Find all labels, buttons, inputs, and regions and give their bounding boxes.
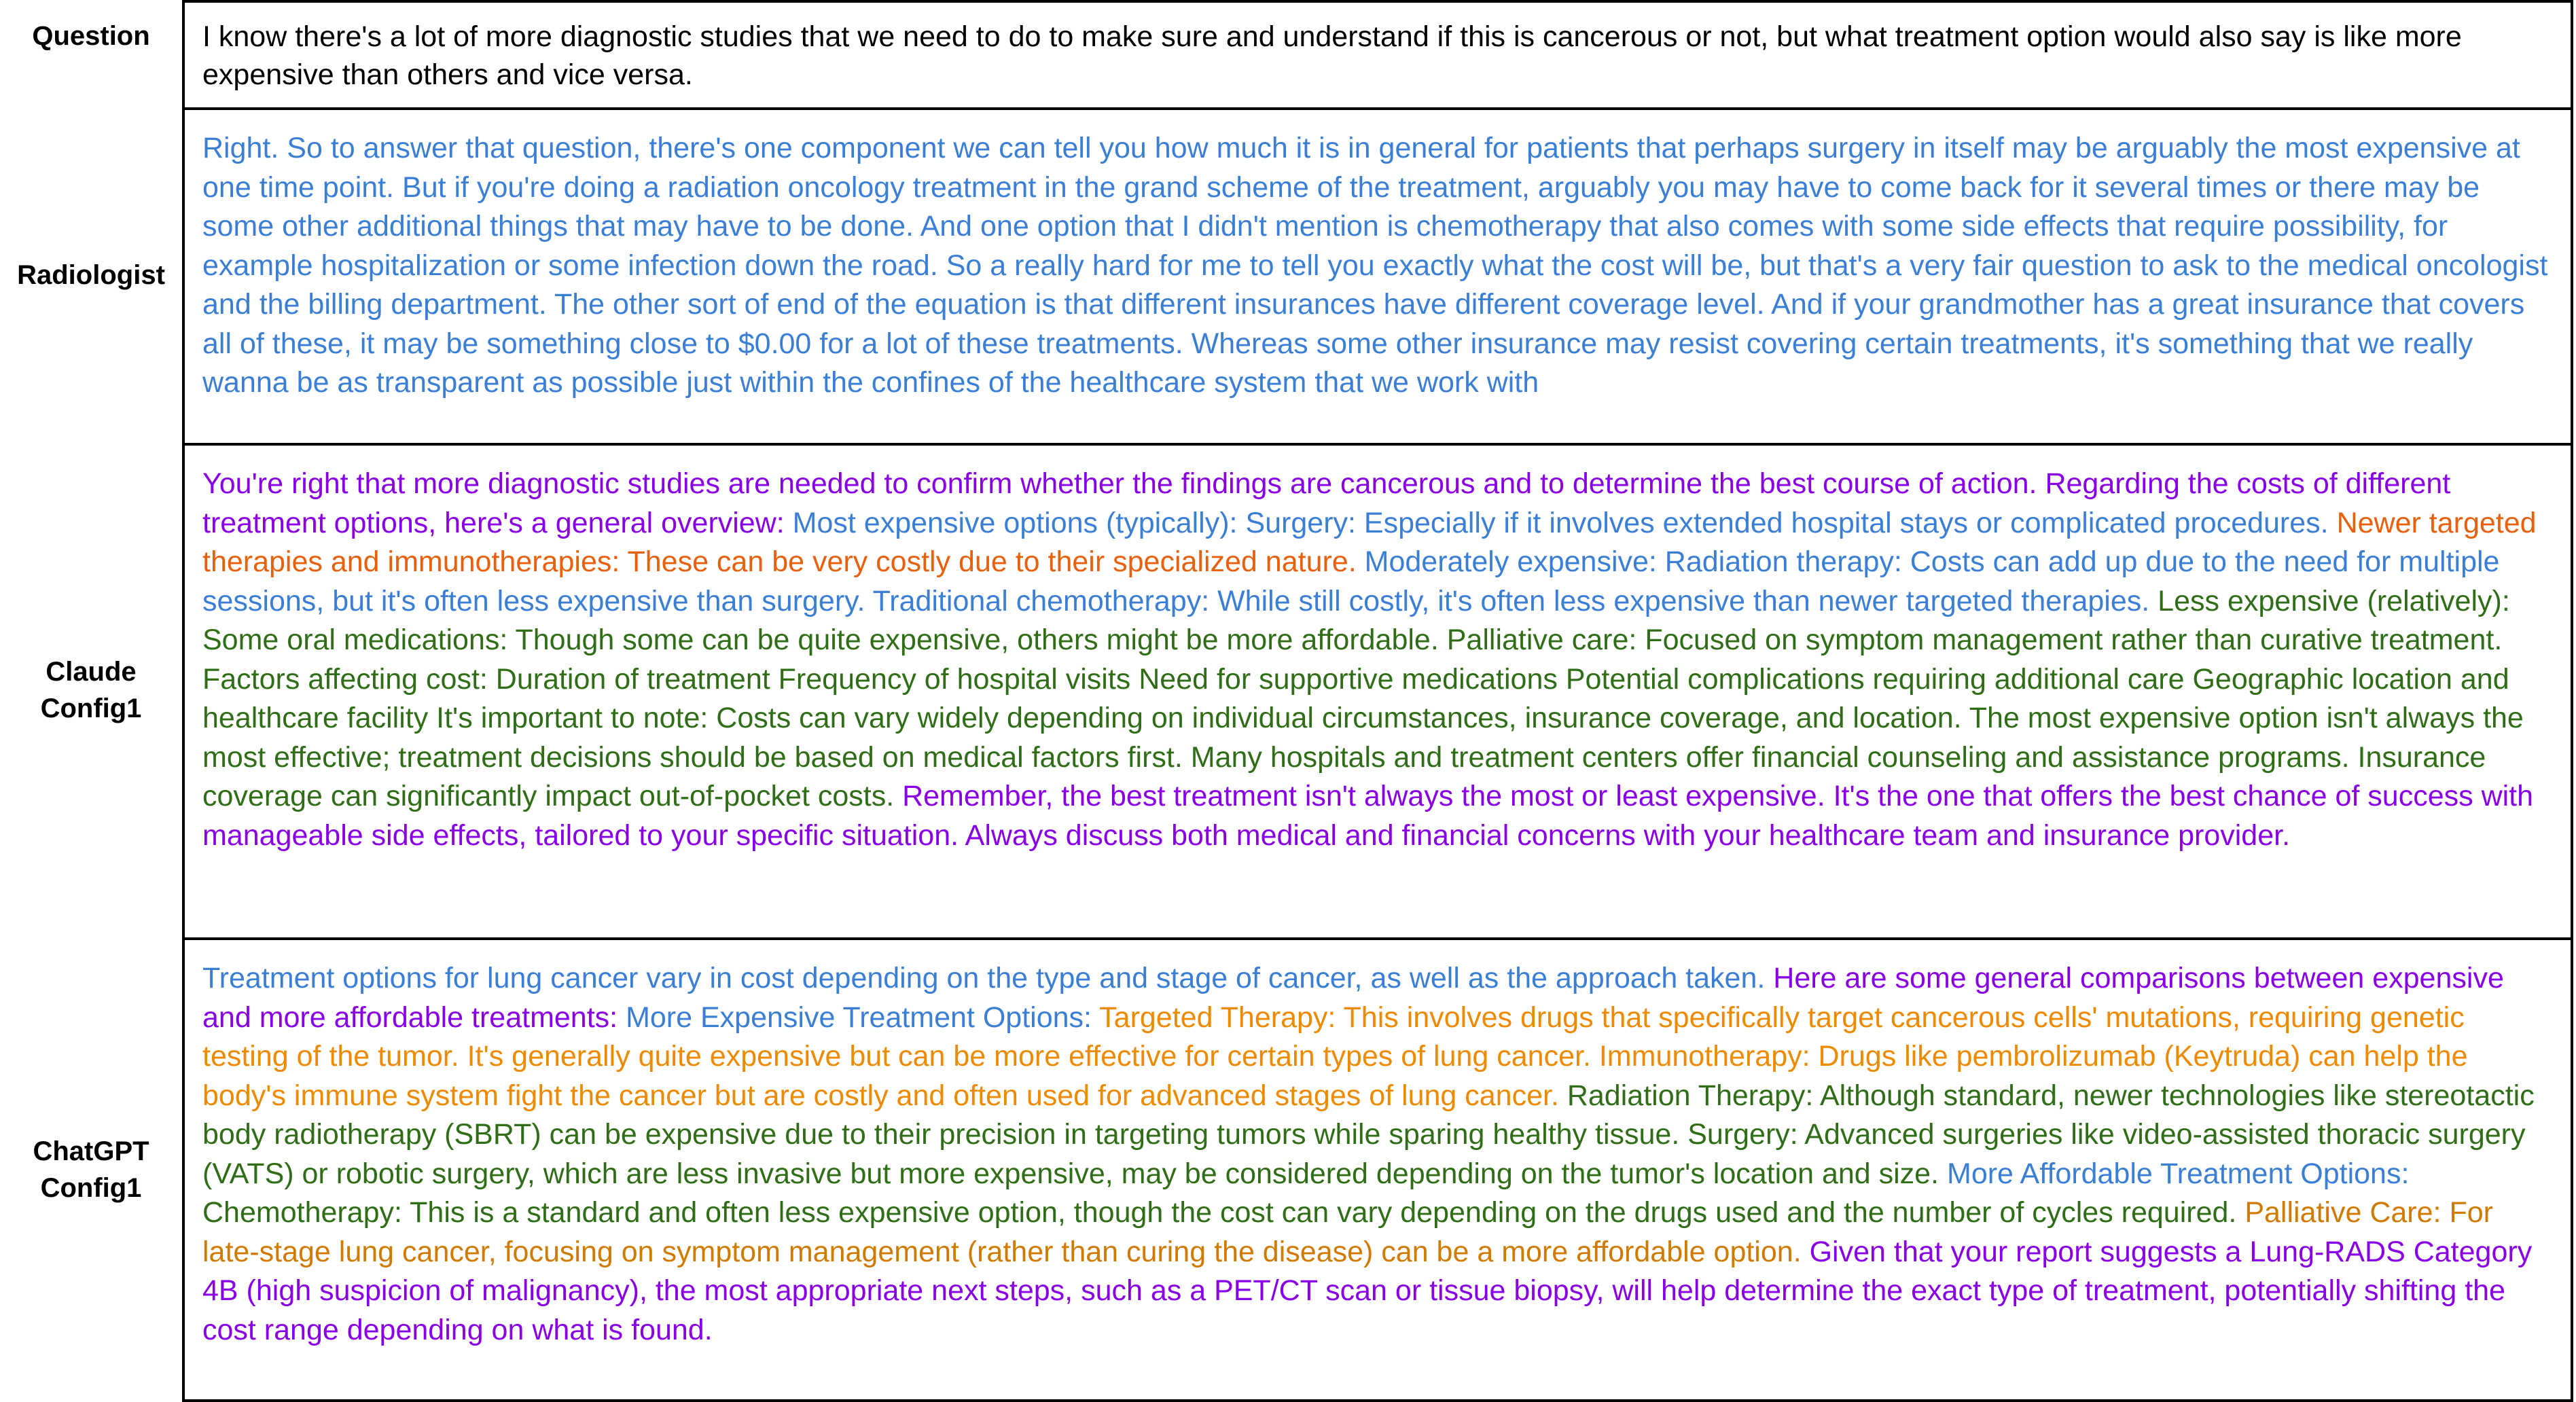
response-segment: More Affordable Treatment Options: xyxy=(1947,1157,2410,1190)
chatgpt-response-cell xyxy=(182,937,2573,1402)
row-label-line1: Claude xyxy=(46,657,137,687)
claude-response-cell xyxy=(182,443,2573,937)
row-label-question xyxy=(0,0,182,107)
row-label-radiologist xyxy=(0,107,182,443)
row-label-line1: ChatGPT xyxy=(33,1136,149,1166)
row-label-chatgpt-config1 xyxy=(0,937,182,1402)
response-segment: Palliative Care: For late-stage lung cancer, focusing on symptom management (rather than curing the disease) can be a more affordable option. xyxy=(202,1196,2493,1268)
response-segment: You're right that more diagnostic studies are needed to confirm whether the findings are cancerous and to determine the best course of action. Regarding the costs of different treatment options, here's a general overview: xyxy=(202,467,2451,539)
response-segment: Treatment options for lung cancer vary in cost depending on the type and stage of cancer, as well as the approach taken. xyxy=(202,962,1774,994)
response-segment: Moderately expensive: Radiation therapy: Costs can add up due to the need for multiple sessions, but it's often less expensive than surgery. Traditional chemotherapy: While still costly, it's often less expensive than newer targeted therapies. xyxy=(202,545,2500,617)
table-row-question xyxy=(0,0,2576,107)
response-segment: Less expensive (relatively): Some oral medications: Though some can be quite expensive, others might be more affordable. Palliative care: Focused on symptom management rather than curative treatment. Factors affecting cost: Duration of treatment Frequency of hospital visits Need for supportive medications Potential complications requiring additional care Geographic location and healthcare facility It's important to note: Costs can vary widely depending on individual circumstances, insurance coverage, and location. The most expensive option isn't always the most effective; treatment decisions should be based on medical factors first. Many hospitals and treatment centers offer financial counseling and assistance programs. Insurance coverage can significantly impact out-of-pocket costs. xyxy=(202,584,2524,812)
row-label-text: Question xyxy=(32,21,150,51)
question-text: I know there's a lot of more diagnostic studies that we need to do to make sure and understand if this is cancerous or not, but what treatment option would also say is like more expensive than others and vice versa. xyxy=(202,20,2462,91)
row-label-claude-config1 xyxy=(0,443,182,937)
response-segment: Targeted Therapy: This involves drugs that specifically target cancerous cells' mutations, requiring genetic testing of the tumor. It's generally quite expensive but can be more effective for certain types of lung cancer. Immunotherapy: Drugs like pembrolizumab (Keytruda) can help the body's immune system fight the cancer but are costly and often used for advanced stages of lung cancer. xyxy=(202,1001,2468,1112)
response-segment: Here are some general comparisons between expensive and more affordable treatments: xyxy=(202,962,2504,1034)
response-segment: Given that your report suggests a Lung-RADS Category 4B (high suspicion of malignancy), the most appropriate next steps, such as a PET/CT scan or tissue biopsy, will help determine the exact type of treatment, potentially shifting the cost range depending on what is found. xyxy=(202,1235,2533,1346)
table-row-claude-config1 xyxy=(0,443,2576,937)
response-segment: Newer targeted therapies and immunotherapies: These can be very costly due to their specialized nature. xyxy=(202,506,2537,578)
radiologist-response-cell xyxy=(182,107,2573,443)
table-row-chatgpt-config1 xyxy=(0,937,2576,1402)
response-segment: Most expensive options (typically): Surgery: Especially if it involves extended hospital stays or complicated procedures. xyxy=(792,506,2337,539)
response-segment: Right. So to answer that question, there's one component we can tell you how much it is in general for patients that perhaps surgery in itself may be arguably the most expensive at one time point. But if you're doing a radiation oncology treatment in the grand scheme of the treatment, arguably you may have to come back for it several times or there may be some other additional things that may have to be done. And one option that I didn't mention is chemotherapy that also comes with some side effects that require possibility, for example hospitalization or some infection down the road. So a really hard for me to tell you exactly what the cost will be, but that's a very fair question to ask to the medical oncologist and the billing department. The other sort of end of the equation is that different insurances have different coverage level. And if your grandmother has a great insurance that covers all of these, it may be something close to $0.00 for a lot of these treatments. Whereas some other insurance may resist covering certain treatments, it's something that we really wanna be as transparent as possible just within the confines of the healthcare system that we work with xyxy=(202,132,2548,399)
row-label-text: Radiologist xyxy=(17,260,165,290)
response-segment: Radiation Therapy: Although standard, newer technologies like stereotactic body radiotherapy (SBRT) can be expensive due to their precision in targeting tumors while sparing healthy tissue. Surgery: Advanced surgeries like video-assisted thoracic surgery (VATS) or robotic surgery, which are less invasive but more expensive, may be considered depending on the tumor's location and size. xyxy=(202,1079,2535,1190)
question-cell xyxy=(182,0,2573,107)
table-row-radiologist xyxy=(0,107,2576,443)
response-segment: Remember, the best treatment isn't always the most or least expensive. It's the one that offers the best chance of success with manageable side effects, tailored to your specific situation. Always discuss both medical and financial concerns with your healthcare team and insurance provider. xyxy=(202,780,2534,852)
response-segment: More Expensive Treatment Options: xyxy=(626,1001,1100,1034)
row-label-line2: Config1 xyxy=(40,694,142,723)
row-label-line2: Config1 xyxy=(40,1173,142,1203)
response-segment: Chemotherapy: This is a standard and often less expensive option, though the cost can vary depending on the drugs used and the number of cycles required. xyxy=(202,1196,2245,1229)
